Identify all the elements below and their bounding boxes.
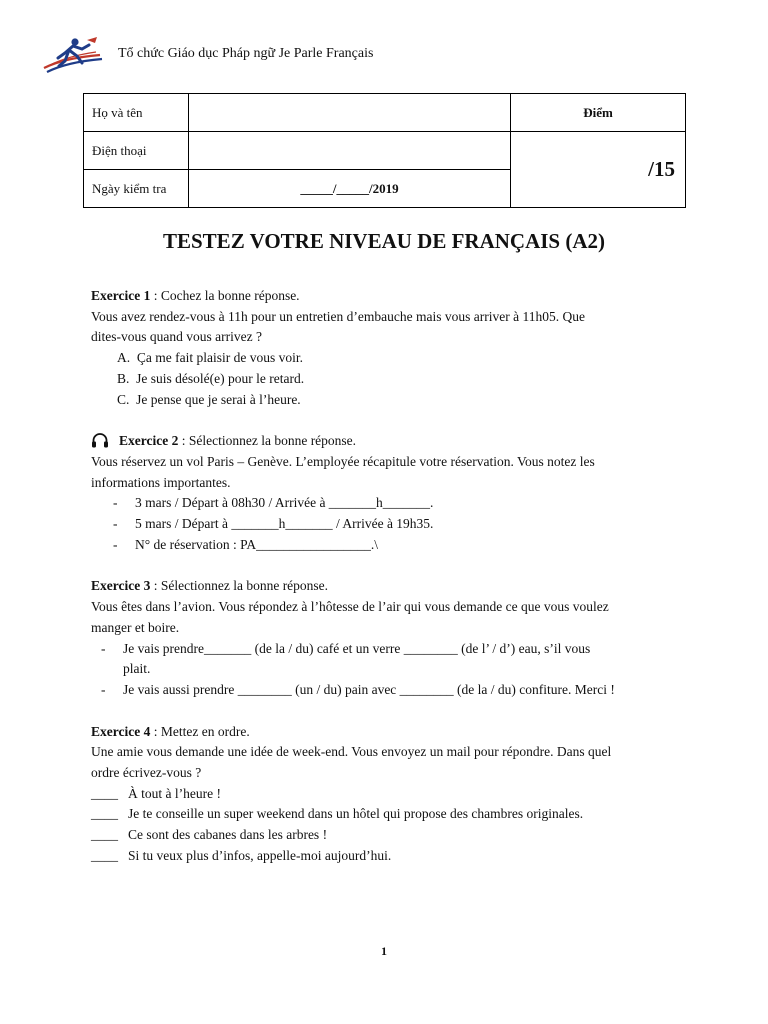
date-field[interactable]: _____/_____/2019 [189,170,511,208]
page-number: 1 [381,944,387,958]
order-line[interactable]: ____ Ce sont des cabanes dans les arbres ! [91,827,328,843]
exercise-2-prompt: informations importantes. [91,474,231,490]
exercise-3-prompt: manger et boire. [91,619,180,635]
order-line[interactable]: ____ Je te conseille un super weekend dans un hôtel qui propose des chambres originales. [91,806,584,822]
exercise-3-prompt: Vous êtes dans l’avion. Vous répondez à l’hôtesse de l’air qui vous demande ce que vous voulez [91,599,609,615]
list-item[interactable]: - Je vais prendre_______ (de la / du) café et un verre ________ (de l’ / d’) eau, s’il vous plait. [101,640,591,677]
order-line[interactable]: ____ À tout à l’heure ! [91,785,221,801]
phone-label: Điện thoại [84,132,189,170]
order-line[interactable]: ____ Si tu veux plus d’infos, appelle-moi aujourd’hui. [91,847,392,863]
score-value: /15 [511,132,686,208]
exercise-3 [91,576,691,700]
logo-icon [42,36,104,74]
exercise-2 [91,431,691,555]
list-item[interactable]: - N° de réservation : PA_________________.\ [113,536,379,552]
date-label: Ngày kiểm tra [84,170,189,208]
list-item[interactable]: - 5 mars / Départ à _______h_______ / Arrivée à 19h35. [113,516,434,532]
name-label: Họ và tên [84,94,189,132]
page-title: TESTEZ VOTRE NIVEAU DE FRANÇAIS (A2) [162,229,605,253]
exercise-2-heading: Exercice 2 [119,433,179,449]
exercise-4-instruction: : Mettez en ordre. [150,723,250,739]
exercise-1-instruction: : Cochez la bonne réponse. [150,288,300,303]
student-info-table [83,93,686,208]
exercise-3-instruction: : Sélectionnez la bonne réponse. [150,578,329,594]
exercise-1-prompt: dites-vous quand vous arrivez ? [91,329,262,345]
exercise-3-heading: Exercice 3 [91,578,151,594]
organization-name: Tổ chức Giáo dục Pháp ngữ Je Parle Français [118,46,374,61]
exercise-1 [91,286,691,410]
score-label: Điểm [511,94,686,132]
name-field[interactable] [189,94,511,132]
exercise-4-heading: Exercice 4 [91,723,151,739]
headphones-icon [91,432,109,448]
exercise-1-prompt: Vous avez rendez-vous à 11h pour un entretien d’embauche mais vous arriver à 11h05. Que [91,308,585,324]
exercise-4-prompt: ordre écrivez-vous ? [91,765,202,781]
list-item[interactable]: - Je vais aussi prendre ________ (un / du) pain avec ________ (de la / du) confiture. Merci ! [101,681,615,697]
exercise-4 [91,722,691,867]
option-a[interactable]: A. Ça me fait plaisir de vous voir. [117,350,303,366]
exercise-2-instruction: : Sélectionnez la bonne réponse. [178,433,357,449]
exercise-4-prompt: Une amie vous demande une idée de week-end. Vous envoyez un mail pour répondre. Dans quel [91,744,612,760]
phone-field[interactable] [189,132,511,170]
exercise-2-prompt: Vous réservez un vol Paris – Genève. L’employée récapitule votre réservation. Vous notez les [91,453,595,469]
list-item[interactable]: - 3 mars / Départ à 08h30 / Arrivée à _______h_______. [113,495,434,511]
option-c[interactable]: C. Je pense que je serai à l’heure. [117,391,301,407]
exercise-1-heading: Exercice 1 [91,288,151,303]
option-b[interactable]: B. Je suis désolé(e) pour le retard. [117,370,305,386]
